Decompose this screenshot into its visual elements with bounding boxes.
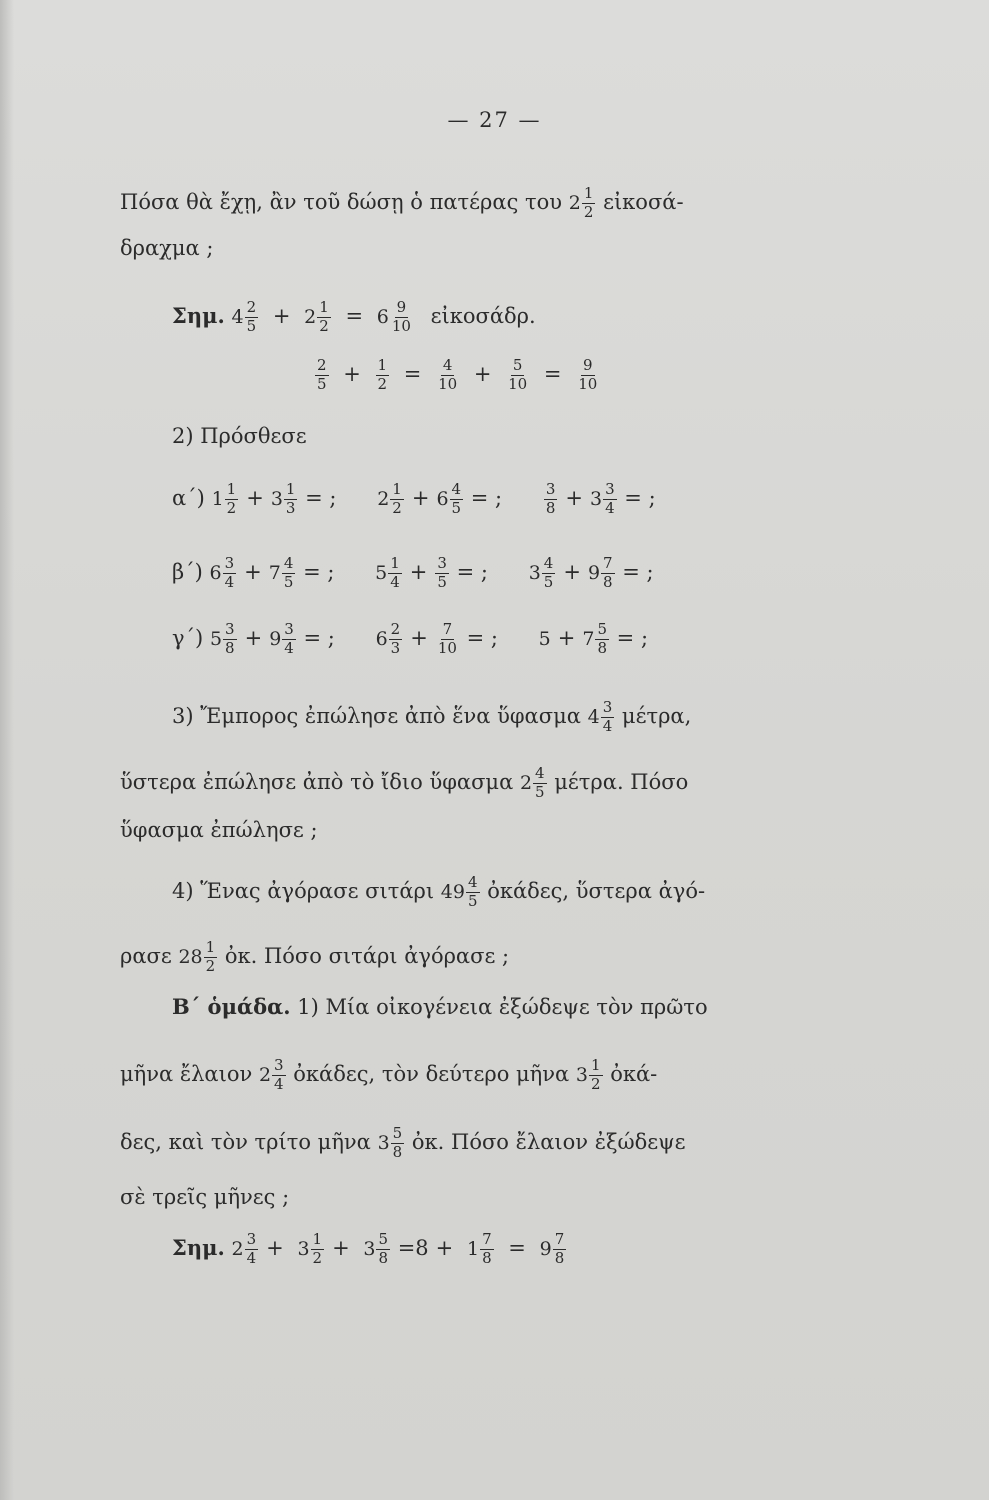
fraction: $\frac{1}{2}$ <box>319 298 329 335</box>
problem-line <box>120 238 213 259</box>
note-line: Σημ. 4 $\frac{2}{5}$ + 2 $\frac{1}{2}$ = 6 $\frac{9}{10}$ εἰκοσάδρ. <box>172 298 536 335</box>
exercise-row-c: γ΄) 5 $\frac{3}{8}$ + 9 $\frac{3}{4}$ = ; 6 $\frac{2}{3}$ + $\frac{7}{10}$ = ; 5 + 7 $\frac{5}{8}$ = ; <box>172 620 649 657</box>
problem-line: δες, καὶ τὸν τρίτο μῆνα 3 $\frac{5}{8}$ ὀκ. Πόσο ἔλαιον ἐξώδεψε <box>120 1124 686 1161</box>
fraction: $\frac{7}{8}$ <box>482 1230 492 1267</box>
fraction: $\frac{1}{2}$ <box>205 938 216 975</box>
fraction: $\frac{3}{4}$ <box>224 554 235 591</box>
problem-text: Πόσα θὰ ἔχῃ, ἂν τοῦ δώσῃ ὁ πατέρας του <box>120 189 563 214</box>
fraction: $\frac{4}{5}$ <box>451 480 462 517</box>
page-number: — 27 — <box>447 108 542 132</box>
row-label: γ΄) <box>172 625 204 650</box>
fraction: $\frac{1}{4}$ <box>390 554 400 591</box>
fraction: $\frac{1}{2}$ <box>583 184 594 221</box>
fraction: $\frac{4}{5}$ <box>543 554 554 591</box>
fraction: $\frac{1}{2}$ <box>590 1056 601 1093</box>
problem-text: δραχμα ; <box>120 236 214 260</box>
exercise-row-b: β΄) 6 $\frac{3}{4}$ + 7 $\frac{4}{5}$ = ; 5 $\frac{1}{4}$ + $\frac{3}{5}$ = ; 3 $\frac{4}{5}$ + 9 $\frac{7}{8}$ = ; <box>172 554 654 591</box>
fraction: $\frac{9}{10}$ <box>578 356 598 393</box>
problem-line: ὕφασμα ἐπώλησε ; <box>120 818 318 842</box>
note-label: Σημ. <box>172 302 225 328</box>
fraction: $\frac{4}{5}$ <box>535 764 545 801</box>
note-line: $\frac{2}{5}$ + $\frac{1}{2}$ = $\frac{4}{10}$ + $\frac{5}{10}$ = $\frac{9}{10}$ <box>317 356 598 393</box>
exercise-row-a: α΄) 1 $\frac{1}{2}$ + 3 $\frac{1}{3}$ = ; 2 $\frac{1}{2}$ + 6 $\frac{4}{5}$ = ; $\frac{3}{8}$ + 3 $\frac{3}{4}$ = ; <box>172 480 656 517</box>
fraction: $\frac{3}{8}$ <box>545 480 556 517</box>
fraction: $\frac{2}{5}$ <box>246 298 257 335</box>
problem-line <box>120 186 684 221</box>
problem-line: ρασε 28 $\frac{1}{2}$ ὀκ. Πόσο σιτάρι ἀγόρασε ; <box>120 938 510 975</box>
fraction: $\frac{2}{3}$ <box>390 620 401 657</box>
fraction: $\frac{7}{8}$ <box>554 1230 565 1267</box>
note-label: Σημ. <box>172 1234 225 1260</box>
fraction: $\frac{1}{2}$ <box>392 480 402 517</box>
problem-line: 4) Ἕνας ἀγόρασε σιτάρι 49 $\frac{4}{5}$ ὀκάδες, ὕστερα ἀγό- <box>172 873 706 910</box>
fraction: $\frac{3}{5}$ <box>437 554 447 591</box>
problem-line: μῆνα ἔλαιον 2 $\frac{3}{4}$ ὀκάδες, τὸν δεύτερο μῆνα 3 $\frac{1}{2}$ ὀκά- <box>120 1056 658 1093</box>
fraction: $\frac{3}{4}$ <box>284 620 294 657</box>
fraction: $\frac{5}{8}$ <box>597 620 607 657</box>
row-label: α΄) <box>172 485 205 510</box>
problem-line: σὲ τρεῖς μῆνες ; <box>120 1185 290 1209</box>
fraction: $\frac{7}{8}$ <box>603 554 613 591</box>
fraction: $\frac{4}{10}$ <box>438 356 458 393</box>
problem-text: εἰκοσά- <box>603 189 684 214</box>
fraction: $\frac{1}{2}$ <box>312 1230 323 1267</box>
note-line: Σημ. 2 $\frac{3}{4}$ + 3 $\frac{1}{2}$ + 3 $\frac{5}{8}$ =8 + 1 $\frac{7}{8}$ = 9 $\frac{7}{8}$ <box>172 1230 565 1267</box>
row-label: β΄) <box>172 559 203 584</box>
fraction: $\frac{3}{4}$ <box>246 1230 257 1267</box>
fraction: $\frac{5}{10}$ <box>508 356 528 393</box>
fraction: $\frac{3}{4}$ <box>274 1056 284 1093</box>
fraction: $\frac{4}{5}$ <box>467 873 478 910</box>
section-title: 2) Πρόσθεσε <box>172 424 307 448</box>
fraction: $\frac{3}{4}$ <box>602 698 613 735</box>
problem-line: 3) Ἔμπορος ἐπώλησε ἀπὸ ἕνα ὕφασμα 4 $\frac{3}{4}$ μέτρα, <box>172 698 692 735</box>
fraction: $\frac{3}{8}$ <box>225 620 235 657</box>
fraction: $\frac{1}{2}$ <box>377 356 388 393</box>
fraction: $\frac{9}{10}$ <box>391 298 411 335</box>
fraction: $\frac{1}{2}$ <box>226 480 237 517</box>
whole-number: 2 <box>568 191 581 214</box>
page-edge-shadow <box>0 0 14 1500</box>
fraction: $\frac{5}{8}$ <box>392 1124 403 1161</box>
fraction: $\frac{5}{8}$ <box>378 1230 389 1267</box>
problem-line: Β΄ ὁμάδα. 1) Μία οἰκογένεια ἐξώδεψε τὸν πρῶτο <box>172 994 708 1019</box>
problem-line: ὕστερα ἐπώλησε ἀπὸ τὸ ἴδιο ὕφασμα 2 $\frac{4}{5}$ μέτρα. Πόσο <box>120 764 689 801</box>
group-heading: Β΄ ὁμάδα. <box>172 994 291 1019</box>
fraction: $\frac{2}{5}$ <box>317 356 327 393</box>
fraction: $\frac{3}{4}$ <box>605 480 615 517</box>
fraction: $\frac{1}{3}$ <box>285 480 296 517</box>
fraction: $\frac{4}{5}$ <box>283 554 294 591</box>
note-unit: εἰκοσάδρ. <box>430 303 536 328</box>
fraction: $\frac{7}{10}$ <box>437 620 457 657</box>
